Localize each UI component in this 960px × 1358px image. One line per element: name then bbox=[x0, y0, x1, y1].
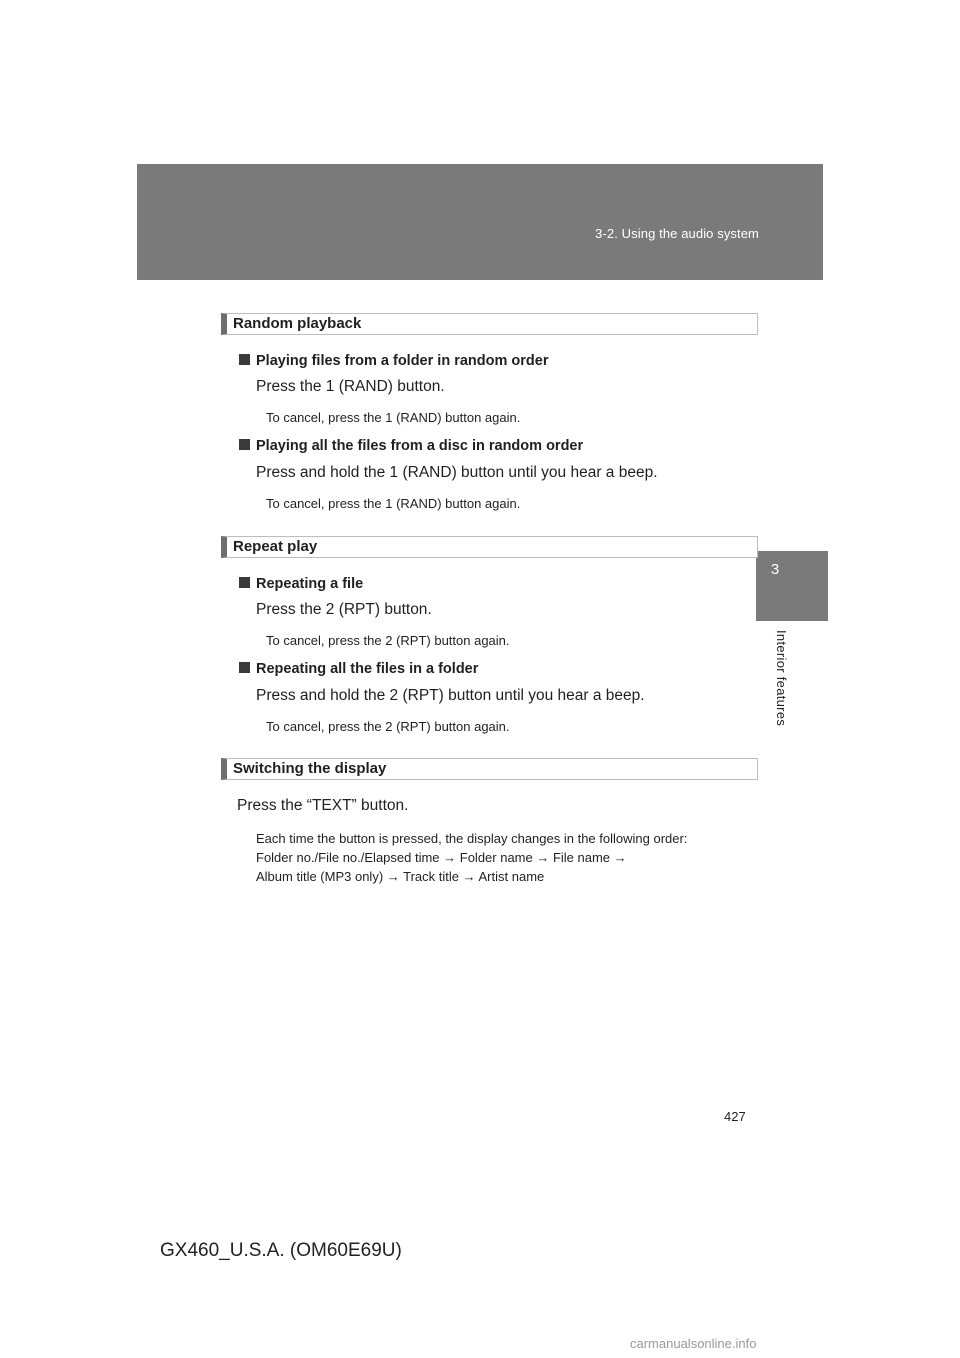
instruction-text: Press the 1 (RAND) button. bbox=[256, 378, 445, 395]
square-bullet-icon bbox=[239, 662, 250, 673]
section-bar-switching-display bbox=[221, 758, 758, 780]
square-bullet-icon bbox=[239, 577, 250, 588]
subhead-text: Repeating a file bbox=[256, 576, 364, 592]
chapter-title: Interior features bbox=[774, 630, 789, 727]
note-text: To cancel, press the 1 (RAND) button again. bbox=[266, 410, 521, 425]
section-bar-repeat-play bbox=[221, 536, 758, 558]
section-title: Repeat play bbox=[233, 538, 318, 555]
square-bullet-icon bbox=[239, 439, 250, 450]
note-text: Each time the button is pressed, the display changes in the following order: bbox=[256, 831, 688, 846]
document-code: GX460_U.S.A. (OM60E69U) bbox=[160, 1240, 402, 1261]
note-text: To cancel, press the 2 (RPT) button again. bbox=[266, 633, 510, 648]
instruction-text: Press the 2 (RPT) button. bbox=[256, 601, 432, 618]
section-title: Switching the display bbox=[233, 760, 387, 777]
note-text: To cancel, press the 1 (RAND) button again. bbox=[266, 496, 521, 511]
instruction-text: Press the “TEXT” button. bbox=[237, 797, 409, 814]
note-text: Album title (MP3 only) → Track title → Artist name bbox=[256, 869, 545, 884]
page-number: 427 bbox=[724, 1109, 746, 1124]
square-bullet-icon bbox=[239, 354, 250, 365]
subhead-text: Playing all the files from a disc in random order bbox=[256, 438, 584, 454]
section-bar-random-playback bbox=[221, 313, 758, 335]
subhead-text: Repeating all the files in a folder bbox=[256, 661, 479, 677]
instruction-text: Press and hold the 2 (RPT) button until you hear a beep. bbox=[256, 687, 645, 704]
subhead bbox=[239, 438, 583, 454]
note-text: Folder no./File no./Elapsed time → Folder name → File name → bbox=[256, 850, 627, 865]
instruction-text: Press and hold the 1 (RAND) button until you hear a beep. bbox=[256, 464, 658, 481]
watermark-link[interactable]: carmanualsonline.info bbox=[630, 1336, 757, 1351]
section-title: Random playback bbox=[233, 315, 362, 332]
subhead-text: Playing files from a folder in random order bbox=[256, 353, 549, 369]
note-text: To cancel, press the 2 (RPT) button again. bbox=[266, 719, 510, 734]
chapter-tab bbox=[756, 551, 828, 621]
chapter-number: 3 bbox=[770, 561, 780, 578]
header-section-label: 3-2. Using the audio system bbox=[595, 226, 759, 241]
header-band bbox=[137, 164, 823, 280]
subhead bbox=[239, 353, 548, 369]
subhead bbox=[239, 661, 478, 677]
subhead bbox=[239, 576, 363, 592]
